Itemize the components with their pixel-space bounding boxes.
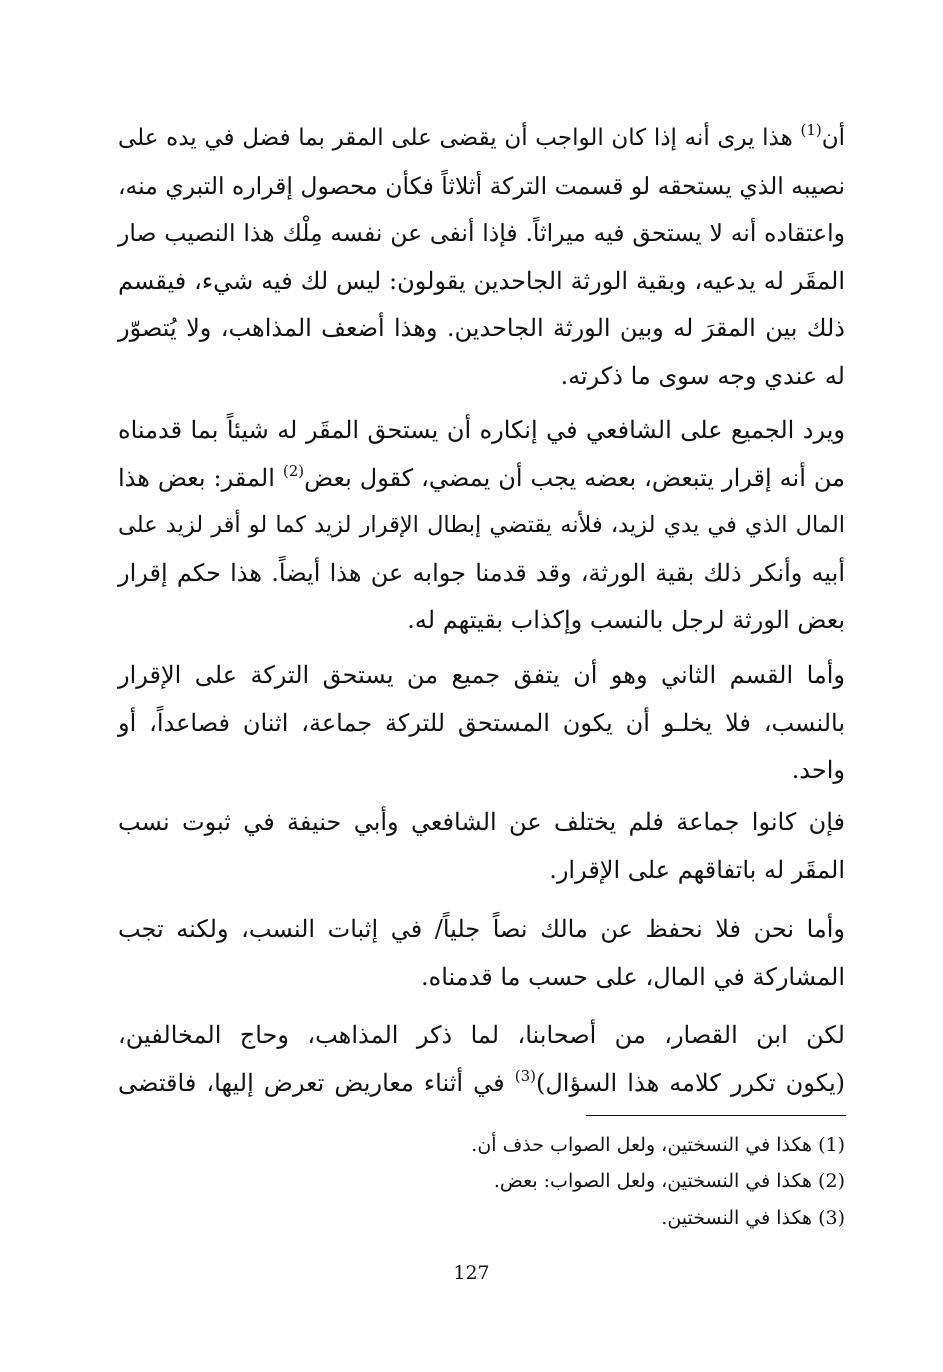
footnote-marker: (3) [514, 1066, 536, 1085]
text-line: واعتقاده أنه لا يستحق فيه ميراثاً. فإذا أنفى عن نفسه مِلْك هذا النصيب صار [118, 219, 845, 247]
text-line: ذلك بين المقرَ له وبين الورثة الجاحدين. وهذا أضعف المذاهب، ولا يُتصوّر [118, 314, 845, 342]
text-line: بالنسب، فلا يخلـو أن يكون المستحق للتركة جماعة، اثنان فصاعداً، أو [118, 708, 845, 737]
paragraph-4 [118, 799, 845, 894]
text-line: أن$^{(1)}$ هذا يرى أنه إذا كان الواجب أن يقضى على المقر بما فضل في يده على [118, 121, 845, 151]
text-line: نصيبه الذي يستحقه لو قسمت التركة أثلاثاً فكأن محصول إقراره التبري منه، [117, 171, 845, 200]
text-line: من أنه إقرار يتبعض، بعضه يجب أن يمضي، كقول بعض$^{(2)}$ المقر: بعض هذا [118, 461, 845, 492]
text-line: وأما القسم الثاني وهو أن يتفق جميع من يستحق التركة على الإقرار [118, 661, 845, 689]
footnote-3: (3) هكذا في النسختين. [661, 1207, 845, 1229]
footnote-separator [586, 1115, 846, 1116]
text-line: ويرد الجميع على الشافعي في إنكاره أن يستحق المقَر له شيئاً بما قدمناه [118, 416, 845, 444]
text-line: المشاركة في المال، على حسب ما قدمناه. [421, 962, 845, 991]
paragraph-2 [118, 407, 845, 645]
footnote-2: (2) هكذا في النسختين، ولعل الصواب: بعض. [493, 1170, 845, 1192]
text-line: لكن ابن القصار، من أصحابنا، لما ذكر المذاهب، وحاج المخالفين، [118, 1021, 845, 1049]
paragraph-3 [118, 652, 845, 795]
text-line: أبيه وأنكر ذلك بقية الورثة، وقد قدمنا جوابه عن هذا أيضاً. هذا حكم إقرار [118, 558, 845, 587]
paragraph-1 [118, 115, 845, 400]
footnote-marker: (1) [800, 121, 822, 139]
text-line: بعض الورثة لرجل بالنسب وإكذاب بقيتهم له. [407, 606, 845, 634]
footnote-1: (1) هكذا في النسختين، ولعل الصواب حذف أن. [471, 1134, 845, 1156]
page-number: 127 [453, 1262, 490, 1284]
paragraph-5 [118, 906, 845, 1001]
text-line: فإن كانوا جماعة فلم يختلف عن الشافعي وأبي حنيفة في ثبوت نسب [118, 808, 845, 836]
paragraph-6 [118, 1012, 845, 1107]
text-line: (يكون تكرر كلامه هذا السؤال)$^{(3)}$ في أثناء معاريض تعرض إليها، فاقتضى [118, 1066, 845, 1097]
footnote-marker: (2) [282, 461, 305, 480]
text-line: واحد. [791, 756, 845, 784]
text-line: وأما نحن فلا نحفظ عن مالك نصاً جلياً/ في إثبات النسب، ولكنه تجب [118, 915, 845, 943]
text-line: المقَر له باتفاقهم على الإقرار. [549, 855, 845, 884]
text-line: المال الذي في يدي لزيد، فلأنه يقتضي إبطال الإقرار لزيد كما لو أقر لزيد على [118, 512, 845, 538]
text-line: المقَر له يدعيه، وبقية الورثة الجاحدين يقولون: ليس لك فيه شيء، فيقسم [118, 266, 845, 295]
text-line: له عندي وجه سوى ما ذكرته. [560, 361, 845, 390]
